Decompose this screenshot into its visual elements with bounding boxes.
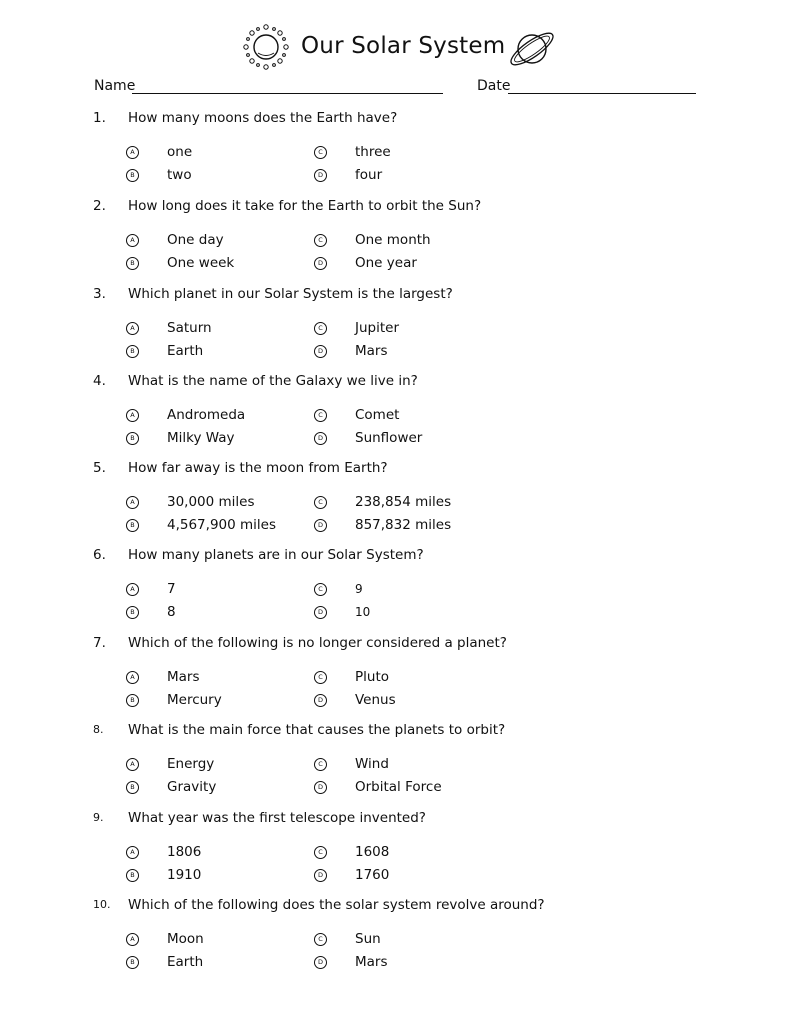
date-label: Date — [477, 78, 511, 94]
answer-option-text: Earth — [167, 954, 204, 970]
answer-bubble[interactable]: D — [314, 869, 327, 882]
question-text: How far away is the moon from Earth? — [128, 460, 388, 476]
answer-bubble[interactable]: D — [314, 345, 327, 358]
answer-option-text: Earth — [167, 343, 204, 359]
answer-option-text: two — [167, 167, 192, 183]
question-text: Which of the following does the solar system revolve around? — [128, 897, 545, 913]
ringed-planet-icon — [505, 26, 559, 72]
question-number: 8. — [93, 723, 104, 736]
answer-option-text: 1608 — [355, 844, 390, 860]
answer-option-text: Milky Way — [167, 430, 235, 446]
question-text: Which planet in our Solar System is the largest? — [128, 286, 453, 302]
question-4 — [0, 373, 791, 453]
question-5 — [0, 460, 791, 540]
answer-option-text: 857,832 miles — [355, 517, 452, 533]
answer-option-text: Mars — [355, 343, 388, 359]
answer-bubble[interactable]: A — [126, 496, 139, 509]
answer-option-text: Energy — [167, 756, 215, 772]
question-number: 5. — [93, 460, 106, 476]
answer-option-text: Gravity — [167, 779, 217, 795]
answer-option-text: 1910 — [167, 867, 202, 883]
answer-option-text: Orbital Force — [355, 779, 442, 795]
question-3 — [0, 286, 791, 366]
question-number: 9. — [93, 811, 104, 824]
question-text: How many moons does the Earth have? — [128, 110, 398, 126]
answer-bubble[interactable]: A — [126, 671, 139, 684]
answer-option-text: 1806 — [167, 844, 202, 860]
question-2 — [0, 198, 791, 278]
answer-bubble[interactable]: D — [314, 257, 327, 270]
answer-bubble[interactable]: B — [126, 606, 139, 619]
sun-icon — [241, 22, 291, 72]
answer-option-text: 10 — [355, 605, 371, 619]
answer-option-text: Mars — [167, 669, 200, 685]
answer-option-text: four — [355, 167, 383, 183]
answer-bubble[interactable]: B — [126, 432, 139, 445]
answer-bubble[interactable]: C — [314, 146, 327, 159]
answer-option-text: Andromeda — [167, 407, 246, 423]
answer-bubble[interactable]: D — [314, 519, 327, 532]
answer-bubble[interactable]: D — [314, 169, 327, 182]
question-number: 2. — [93, 198, 106, 214]
answer-option-text: Wind — [355, 756, 389, 772]
question-text: What year was the first telescope invented? — [128, 810, 426, 826]
question-number: 3. — [93, 286, 106, 302]
answer-option-text: Comet — [355, 407, 400, 423]
answer-option-text: Mercury — [167, 692, 222, 708]
answer-option-text: One day — [167, 232, 224, 248]
question-8 — [0, 722, 791, 802]
answer-bubble[interactable]: D — [314, 694, 327, 707]
question-10 — [0, 897, 791, 977]
answer-option-text: 7 — [167, 581, 176, 597]
answer-option-text: Pluto — [355, 669, 390, 685]
answer-bubble[interactable]: A — [126, 234, 139, 247]
question-text: What is the name of the Galaxy we live in? — [128, 373, 418, 389]
answer-option-text: 4,567,900 miles — [167, 517, 276, 533]
answer-option-text: Jupiter — [355, 320, 400, 336]
answer-bubble[interactable]: C — [314, 234, 327, 247]
answer-option-text: 8 — [167, 604, 176, 620]
question-1 — [0, 110, 791, 190]
answer-bubble[interactable]: C — [314, 671, 327, 684]
question-7 — [0, 635, 791, 715]
question-text: How long does it take for the Earth to orbit the Sun? — [128, 198, 482, 214]
question-9 — [0, 810, 791, 890]
answer-option-text: Moon — [167, 931, 204, 947]
question-number: 1. — [93, 110, 106, 126]
answer-bubble[interactable]: A — [126, 846, 139, 859]
answer-bubble[interactable]: B — [126, 169, 139, 182]
answer-option-text: Saturn — [167, 320, 212, 336]
answer-option-text: One year — [355, 255, 417, 271]
answer-bubble[interactable]: C — [314, 496, 327, 509]
question-text: What is the main force that causes the planets to orbit? — [128, 722, 506, 738]
answer-option-text: Sun — [355, 931, 381, 947]
question-number: 4. — [93, 373, 106, 389]
answer-bubble[interactable]: B — [126, 345, 139, 358]
answer-option-text: 30,000 miles — [167, 494, 255, 510]
question-number: 7. — [93, 635, 106, 651]
answer-option-text: Mars — [355, 954, 388, 970]
answer-bubble[interactable]: A — [126, 583, 139, 596]
answer-bubble[interactable]: C — [314, 933, 327, 946]
answer-bubble[interactable]: B — [126, 956, 139, 969]
name-input-line[interactable] — [132, 93, 443, 94]
answer-bubble[interactable]: D — [314, 432, 327, 445]
answer-bubble[interactable]: A — [126, 933, 139, 946]
answer-bubble[interactable]: B — [126, 869, 139, 882]
question-text: Which of the following is no longer considered a planet? — [128, 635, 507, 651]
worksheet-header — [0, 22, 791, 74]
answer-option-text: 238,854 miles — [355, 494, 452, 510]
answer-bubble[interactable]: D — [314, 606, 327, 619]
question-text: How many planets are in our Solar System? — [128, 547, 424, 563]
answer-bubble[interactable]: A — [126, 322, 139, 335]
answer-bubble[interactable]: C — [314, 583, 327, 596]
answer-option-text: three — [355, 144, 391, 160]
worksheet-title: Our Solar System — [301, 33, 506, 59]
answer-bubble[interactable]: A — [126, 758, 139, 771]
name-date-row — [94, 76, 704, 98]
name-label: Name — [94, 78, 136, 94]
answer-bubble[interactable]: C — [314, 846, 327, 859]
answer-option-text: One month — [355, 232, 431, 248]
answer-bubble[interactable]: B — [126, 519, 139, 532]
answer-bubble[interactable]: C — [314, 409, 327, 422]
answer-bubble[interactable]: B — [126, 257, 139, 270]
question-number: 10. — [93, 898, 111, 911]
answer-bubble[interactable]: B — [126, 694, 139, 707]
answer-option-text: 1760 — [355, 867, 390, 883]
answer-option-text: One week — [167, 255, 235, 271]
date-input-line[interactable] — [508, 93, 696, 94]
answer-bubble[interactable]: D — [314, 781, 327, 794]
answer-option-text: 9 — [355, 582, 363, 596]
answer-bubble[interactable]: A — [126, 146, 139, 159]
answer-bubble[interactable]: C — [314, 322, 327, 335]
answer-bubble[interactable]: B — [126, 781, 139, 794]
answer-option-text: Sunflower — [355, 430, 423, 446]
answer-bubble[interactable]: C — [314, 758, 327, 771]
answer-bubble[interactable]: D — [314, 956, 327, 969]
answer-option-text: Venus — [355, 692, 396, 708]
answer-option-text: one — [167, 144, 193, 160]
answer-bubble[interactable]: A — [126, 409, 139, 422]
question-number: 6. — [93, 547, 106, 563]
question-6 — [0, 547, 791, 627]
